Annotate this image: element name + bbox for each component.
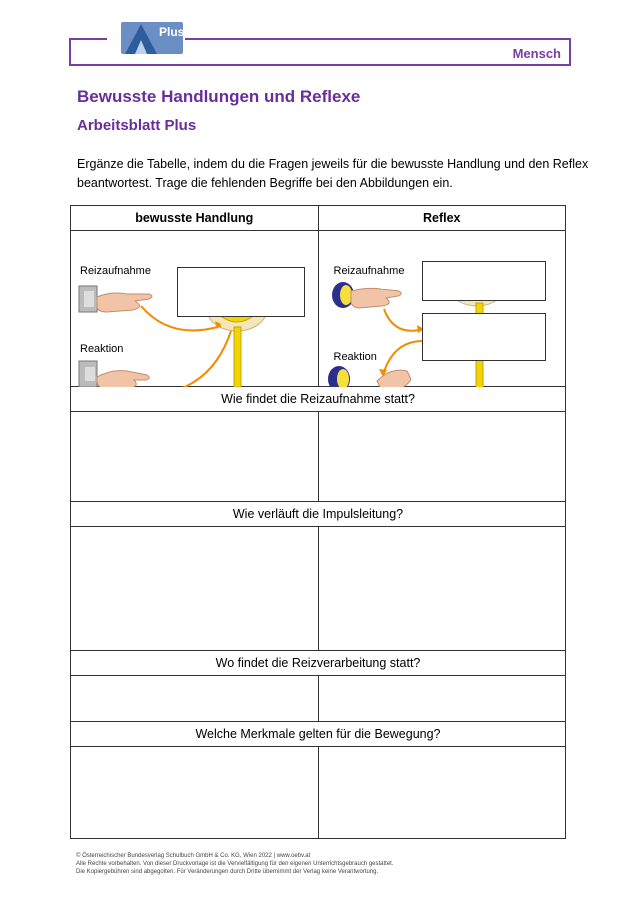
- answer-cell[interactable]: [71, 412, 319, 502]
- footer-line: © Österreichischer Bundesverlag Schulbuch GmbH & Co. KG, Wien 2022 | www.oebv.at: [76, 853, 311, 859]
- answer-cell[interactable]: [318, 676, 566, 722]
- label-stimulus: Reizaufnahme: [80, 265, 151, 277]
- arrow-icon: [151, 331, 231, 387]
- blank-box[interactable]: [422, 261, 546, 301]
- page-subtitle: Arbeitsblatt Plus: [77, 117, 197, 134]
- figure-conscious-action: [71, 231, 319, 387]
- question-row: Wie findet die Reizaufnahme statt?: [71, 387, 566, 412]
- footer-line: Die Kopiergebühren sind abgegolten. Für Veränderungen durch Dritte übernimmt der Verlag keine Verantwortung.: [76, 869, 379, 875]
- hand-icon: [97, 371, 149, 387]
- answer-cell[interactable]: [71, 747, 319, 839]
- column-header-reflex: Reflex: [318, 206, 566, 231]
- answer-cell[interactable]: [318, 412, 566, 502]
- answer-cell[interactable]: [71, 676, 319, 722]
- blank-box[interactable]: [422, 313, 546, 361]
- answer-cell[interactable]: [318, 747, 566, 839]
- answer-cell[interactable]: [318, 527, 566, 651]
- figure-reflex: [318, 231, 566, 387]
- label-reaction: Reaktion: [333, 351, 377, 363]
- hand-icon: [350, 288, 400, 308]
- subject-label: Mensch: [512, 46, 561, 61]
- blank-box[interactable]: [177, 267, 305, 317]
- plus-logo: [107, 20, 185, 56]
- question-row: Wo findet die Reizverarbeitung statt?: [71, 651, 566, 676]
- answer-cell[interactable]: [71, 527, 319, 651]
- label-stimulus: Reizaufnahme: [333, 265, 405, 277]
- page-title: Bewusste Handlungen und Reflexe: [77, 87, 361, 106]
- worksheet-table: [70, 205, 566, 839]
- footer: [76, 852, 596, 876]
- footer-line: Alle Rechte vorbehalten. Von dieser Druckvorlage ist die Vervielfältigung für den eigenen Unterrichtsgebrauch gestattet.: [76, 861, 394, 867]
- label-reaction: Reaktion: [80, 343, 124, 355]
- question-row: Welche Merkmale gelten für die Bewegung?: [71, 722, 566, 747]
- logo-text: Plus: [159, 25, 185, 39]
- spinal-cord-icon: [234, 327, 241, 387]
- column-header-conscious: bewusste Handlung: [71, 206, 319, 231]
- instructions: Ergänze die Tabelle, indem du die Fragen jeweils für die bewusste Handlung und den Reflex beantwortest. Trage die fehlenden Begriffe bei den Abbildungen ein.: [77, 157, 589, 190]
- question-row: Wie verläuft die Impulsleitung?: [71, 502, 566, 527]
